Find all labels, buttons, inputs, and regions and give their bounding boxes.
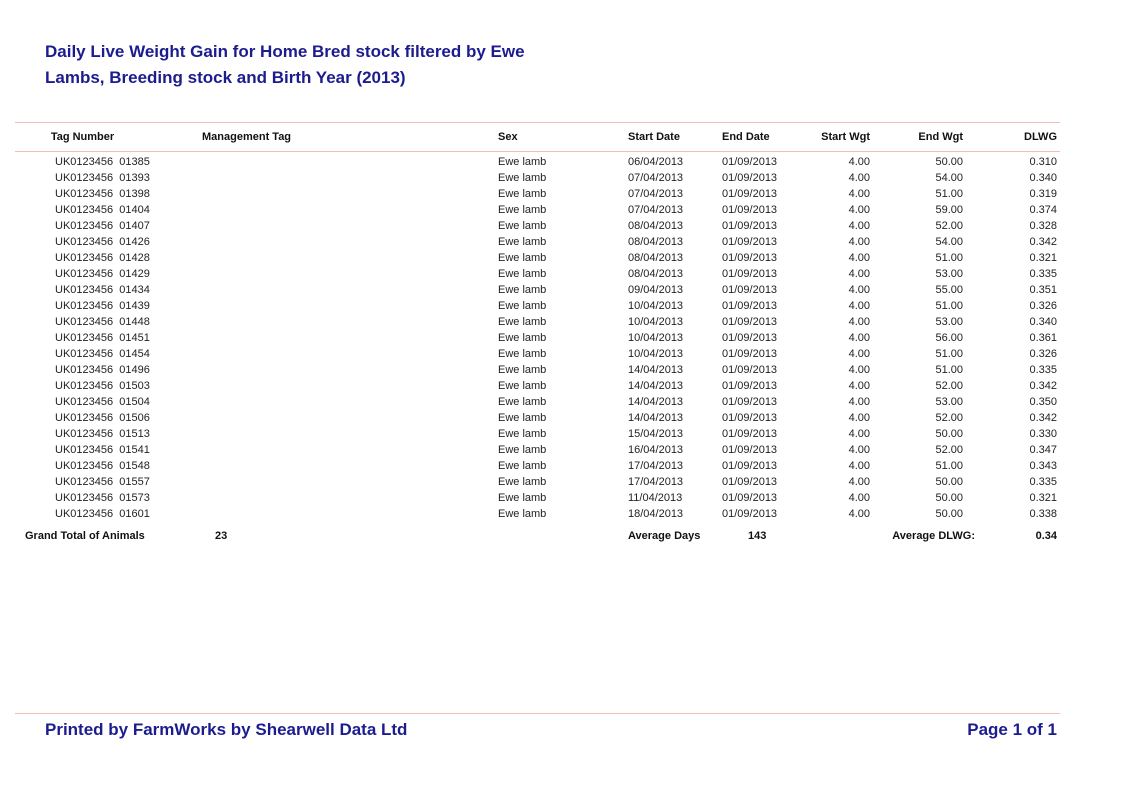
cell-end-wgt: 51.00: [935, 348, 963, 360]
cell-end-wgt: 59.00: [935, 204, 963, 216]
cell-sex: Ewe lamb: [498, 236, 547, 248]
column-header-start-date: Start Date: [628, 131, 680, 143]
cell-start-wgt: 4.00: [848, 156, 870, 168]
cell-start-date: 17/04/2013: [628, 476, 684, 488]
cell-end-wgt: 50.00: [935, 156, 963, 168]
cell-end-date: 01/09/2013: [722, 156, 778, 168]
cell-dlwg: 0.350: [1029, 396, 1057, 408]
cell-end-date: 01/09/2013: [722, 428, 778, 440]
cell-dlwg: 0.326: [1029, 348, 1057, 360]
cell-end-date: 01/09/2013: [722, 348, 778, 360]
cell-dlwg: 0.338: [1029, 508, 1057, 520]
column-header-end-wgt: End Wgt: [918, 131, 963, 143]
grand-total-value: 23: [215, 530, 228, 542]
cell-tag: UK0123456 01429: [55, 268, 150, 280]
cell-dlwg: 0.328: [1029, 220, 1057, 232]
cell-tag: UK0123456 01404: [55, 204, 150, 216]
cell-sex: Ewe lamb: [498, 492, 547, 504]
cell-tag: UK0123456 01448: [55, 316, 150, 328]
cell-tag: UK0123456 01573: [55, 492, 150, 504]
cell-end-wgt: 55.00: [935, 284, 963, 296]
cell-end-date: 01/09/2013: [722, 204, 778, 216]
cell-tag: UK0123456 01434: [55, 284, 150, 296]
cell-start-date: 08/04/2013: [628, 252, 684, 264]
cell-end-date: 01/09/2013: [722, 412, 778, 424]
cell-start-date: 17/04/2013: [628, 460, 684, 472]
cell-end-date: 01/09/2013: [722, 188, 778, 200]
column-header-start-wgt: Start Wgt: [821, 131, 870, 143]
table-row: [15, 250, 1060, 266]
cell-sex: Ewe lamb: [498, 284, 547, 296]
cell-start-date: 07/04/2013: [628, 204, 684, 216]
cell-tag: UK0123456 01513: [55, 428, 150, 440]
cell-dlwg: 0.361: [1029, 332, 1057, 344]
cell-start-date: 16/04/2013: [628, 444, 684, 456]
cell-end-date: 01/09/2013: [722, 476, 778, 488]
table-row: [15, 474, 1060, 490]
table-row: [15, 394, 1060, 410]
cell-start-wgt: 4.00: [848, 460, 870, 472]
cell-sex: Ewe lamb: [498, 220, 547, 232]
column-header-sex: Sex: [498, 131, 518, 143]
table-row: [15, 186, 1060, 202]
cell-start-wgt: 4.00: [848, 348, 870, 360]
cell-end-wgt: 50.00: [935, 428, 963, 440]
cell-end-date: 01/09/2013: [722, 268, 778, 280]
cell-start-date: 10/04/2013: [628, 316, 684, 328]
cell-dlwg: 0.340: [1029, 172, 1057, 184]
cell-dlwg: 0.342: [1029, 412, 1057, 424]
cell-start-date: 07/04/2013: [628, 172, 684, 184]
cell-end-date: 01/09/2013: [722, 316, 778, 328]
cell-start-wgt: 4.00: [848, 268, 870, 280]
cell-dlwg: 0.321: [1029, 252, 1057, 264]
page-title: [45, 39, 525, 91]
cell-sex: Ewe lamb: [498, 156, 547, 168]
cell-start-wgt: 4.00: [848, 220, 870, 232]
table-row: [15, 442, 1060, 458]
cell-dlwg: 0.340: [1029, 316, 1057, 328]
table-row: [15, 458, 1060, 474]
cell-sex: Ewe lamb: [498, 332, 547, 344]
cell-sex: Ewe lamb: [498, 508, 547, 520]
cell-start-date: 10/04/2013: [628, 300, 684, 312]
cell-dlwg: 0.319: [1029, 188, 1057, 200]
cell-end-wgt: 52.00: [935, 380, 963, 392]
cell-dlwg: 0.343: [1029, 460, 1057, 472]
table-header-row: [15, 122, 1060, 152]
cell-start-date: 09/04/2013: [628, 284, 684, 296]
cell-dlwg: 0.335: [1029, 364, 1057, 376]
cell-dlwg: 0.321: [1029, 492, 1057, 504]
cell-start-date: 10/04/2013: [628, 348, 684, 360]
cell-start-wgt: 4.00: [848, 316, 870, 328]
cell-sex: Ewe lamb: [498, 428, 547, 440]
cell-start-wgt: 4.00: [848, 252, 870, 264]
cell-end-date: 01/09/2013: [722, 252, 778, 264]
cell-end-wgt: 53.00: [935, 268, 963, 280]
average-days-label: Average Days: [628, 530, 701, 542]
cell-tag: UK0123456 01506: [55, 412, 150, 424]
cell-end-wgt: 52.00: [935, 220, 963, 232]
cell-dlwg: 0.335: [1029, 476, 1057, 488]
column-header-dlwg: DLWG: [1024, 131, 1057, 143]
cell-tag: UK0123456 01428: [55, 252, 150, 264]
table-row: [15, 426, 1060, 442]
cell-end-wgt: 50.00: [935, 476, 963, 488]
cell-start-wgt: 4.00: [848, 188, 870, 200]
cell-start-wgt: 4.00: [848, 476, 870, 488]
cell-tag: UK0123456 01541: [55, 444, 150, 456]
cell-tag: UK0123456 01439: [55, 300, 150, 312]
report-table: [15, 122, 1060, 550]
cell-sex: Ewe lamb: [498, 444, 547, 456]
cell-sex: Ewe lamb: [498, 252, 547, 264]
table-row: [15, 282, 1060, 298]
cell-start-wgt: 4.00: [848, 444, 870, 456]
table-row: [15, 314, 1060, 330]
cell-end-date: 01/09/2013: [722, 332, 778, 344]
cell-dlwg: 0.310: [1029, 156, 1057, 168]
cell-end-wgt: 51.00: [935, 252, 963, 264]
cell-sex: Ewe lamb: [498, 460, 547, 472]
cell-sex: Ewe lamb: [498, 316, 547, 328]
cell-tag: UK0123456 01548: [55, 460, 150, 472]
cell-end-wgt: 51.00: [935, 364, 963, 376]
table-row: [15, 378, 1060, 394]
cell-end-date: 01/09/2013: [722, 380, 778, 392]
cell-tag: UK0123456 01504: [55, 396, 150, 408]
footer-page-number: Page 1 of 1: [967, 720, 1057, 739]
cell-tag: UK0123456 01503: [55, 380, 150, 392]
cell-tag: UK0123456 01393: [55, 172, 150, 184]
cell-end-wgt: 52.00: [935, 444, 963, 456]
cell-start-wgt: 4.00: [848, 412, 870, 424]
cell-sex: Ewe lamb: [498, 396, 547, 408]
page-title-line2: Lambs, Breeding stock and Birth Year (2013): [45, 68, 406, 87]
cell-end-date: 01/09/2013: [722, 236, 778, 248]
cell-end-date: 01/09/2013: [722, 396, 778, 408]
cell-start-wgt: 4.00: [848, 428, 870, 440]
cell-start-date: 08/04/2013: [628, 220, 684, 232]
cell-start-wgt: 4.00: [848, 508, 870, 520]
average-dlwg-label: Average DLWG:: [892, 530, 975, 542]
table-row: [15, 218, 1060, 234]
cell-sex: Ewe lamb: [498, 300, 547, 312]
cell-start-date: 15/04/2013: [628, 428, 684, 440]
column-header-tag-number: Tag Number: [50, 131, 115, 143]
cell-start-wgt: 4.00: [848, 300, 870, 312]
cell-sex: Ewe lamb: [498, 204, 547, 216]
cell-end-wgt: 56.00: [935, 332, 963, 344]
cell-end-date: 01/09/2013: [722, 444, 778, 456]
cell-start-wgt: 4.00: [848, 380, 870, 392]
cell-end-wgt: 50.00: [935, 492, 963, 504]
average-dlwg-value: 0.34: [1035, 530, 1057, 542]
cell-start-date: 11/04/2013: [628, 492, 683, 504]
cell-start-wgt: 4.00: [848, 364, 870, 376]
cell-end-wgt: 51.00: [935, 300, 963, 312]
cell-sex: Ewe lamb: [498, 364, 547, 376]
cell-end-date: 01/09/2013: [722, 172, 778, 184]
cell-start-date: 14/04/2013: [628, 364, 684, 376]
cell-start-wgt: 4.00: [848, 396, 870, 408]
cell-end-wgt: 54.00: [935, 236, 963, 248]
cell-start-date: 06/04/2013: [628, 156, 684, 168]
table-row: [15, 298, 1060, 314]
cell-end-wgt: 51.00: [935, 460, 963, 472]
cell-start-wgt: 4.00: [848, 332, 870, 344]
table-row: [15, 330, 1060, 346]
cell-tag: UK0123456 01398: [55, 188, 150, 200]
cell-start-wgt: 4.00: [848, 172, 870, 184]
cell-dlwg: 0.342: [1029, 236, 1057, 248]
table-row: [15, 362, 1060, 378]
table-row: [15, 346, 1060, 362]
cell-start-wgt: 4.00: [848, 204, 870, 216]
cell-sex: Ewe lamb: [498, 380, 547, 392]
cell-sex: Ewe lamb: [498, 412, 547, 424]
cell-end-date: 01/09/2013: [722, 492, 778, 504]
cell-start-wgt: 4.00: [848, 236, 870, 248]
cell-sex: Ewe lamb: [498, 172, 547, 184]
cell-end-date: 01/09/2013: [722, 508, 778, 520]
cell-tag: UK0123456 01496: [55, 364, 150, 376]
cell-end-wgt: 53.00: [935, 316, 963, 328]
table-row: [15, 410, 1060, 426]
cell-tag: UK0123456 01426: [55, 236, 150, 248]
cell-end-wgt: 50.00: [935, 508, 963, 520]
cell-end-date: 01/09/2013: [722, 364, 778, 376]
column-header-management-tag: Management Tag: [202, 131, 292, 143]
table-row: [15, 490, 1060, 506]
cell-start-wgt: 4.00: [848, 492, 870, 504]
cell-end-date: 01/09/2013: [722, 300, 778, 312]
cell-sex: Ewe lamb: [498, 476, 547, 488]
cell-start-date: 14/04/2013: [628, 412, 684, 424]
cell-end-date: 01/09/2013: [722, 220, 778, 232]
cell-sex: Ewe lamb: [498, 348, 547, 360]
cell-end-wgt: 52.00: [935, 412, 963, 424]
cell-start-date: 08/04/2013: [628, 236, 684, 248]
cell-start-date: 14/04/2013: [628, 380, 684, 392]
cell-dlwg: 0.347: [1029, 444, 1057, 456]
cell-tag: UK0123456 01454: [55, 348, 150, 360]
cell-start-date: 07/04/2013: [628, 188, 684, 200]
cell-end-wgt: 53.00: [935, 396, 963, 408]
cell-sex: Ewe lamb: [498, 268, 547, 280]
cell-dlwg: 0.342: [1029, 380, 1057, 392]
grand-total-label: Grand Total of Animals: [25, 530, 145, 542]
average-days-value: 143: [748, 530, 767, 542]
cell-start-wgt: 4.00: [848, 284, 870, 296]
page-title-line1: Daily Live Weight Gain for Home Bred stock filtered by Ewe: [45, 42, 525, 61]
cell-dlwg: 0.351: [1029, 284, 1057, 296]
cell-end-date: 01/09/2013: [722, 284, 778, 296]
table-row: [15, 154, 1060, 170]
cell-start-date: 14/04/2013: [628, 396, 684, 408]
cell-sex: Ewe lamb: [498, 188, 547, 200]
cell-start-date: 18/04/2013: [628, 508, 684, 520]
table-row: [15, 234, 1060, 250]
cell-tag: UK0123456 01407: [55, 220, 150, 232]
column-header-end-date: End Date: [722, 131, 770, 143]
table-row: [15, 506, 1060, 522]
footer-printed-by: Printed by FarmWorks by Shearwell Data Ltd: [45, 720, 408, 739]
cell-dlwg: 0.326: [1029, 300, 1057, 312]
cell-end-wgt: 54.00: [935, 172, 963, 184]
cell-tag: UK0123456 01601: [55, 508, 150, 520]
table-row: [15, 266, 1060, 282]
cell-dlwg: 0.335: [1029, 268, 1057, 280]
cell-dlwg: 0.374: [1029, 204, 1057, 216]
table-body: [15, 152, 1060, 522]
table-row: [15, 202, 1060, 218]
cell-end-date: 01/09/2013: [722, 460, 778, 472]
cell-start-date: 08/04/2013: [628, 268, 684, 280]
summary-row: [15, 528, 1060, 550]
cell-dlwg: 0.330: [1029, 428, 1057, 440]
table-row: [15, 170, 1060, 186]
cell-start-date: 10/04/2013: [628, 332, 684, 344]
cell-tag: UK0123456 01451: [55, 332, 150, 344]
cell-tag: UK0123456 01385: [55, 156, 150, 168]
cell-end-wgt: 51.00: [935, 188, 963, 200]
cell-tag: UK0123456 01557: [55, 476, 150, 488]
footer-divider: [15, 713, 1060, 714]
